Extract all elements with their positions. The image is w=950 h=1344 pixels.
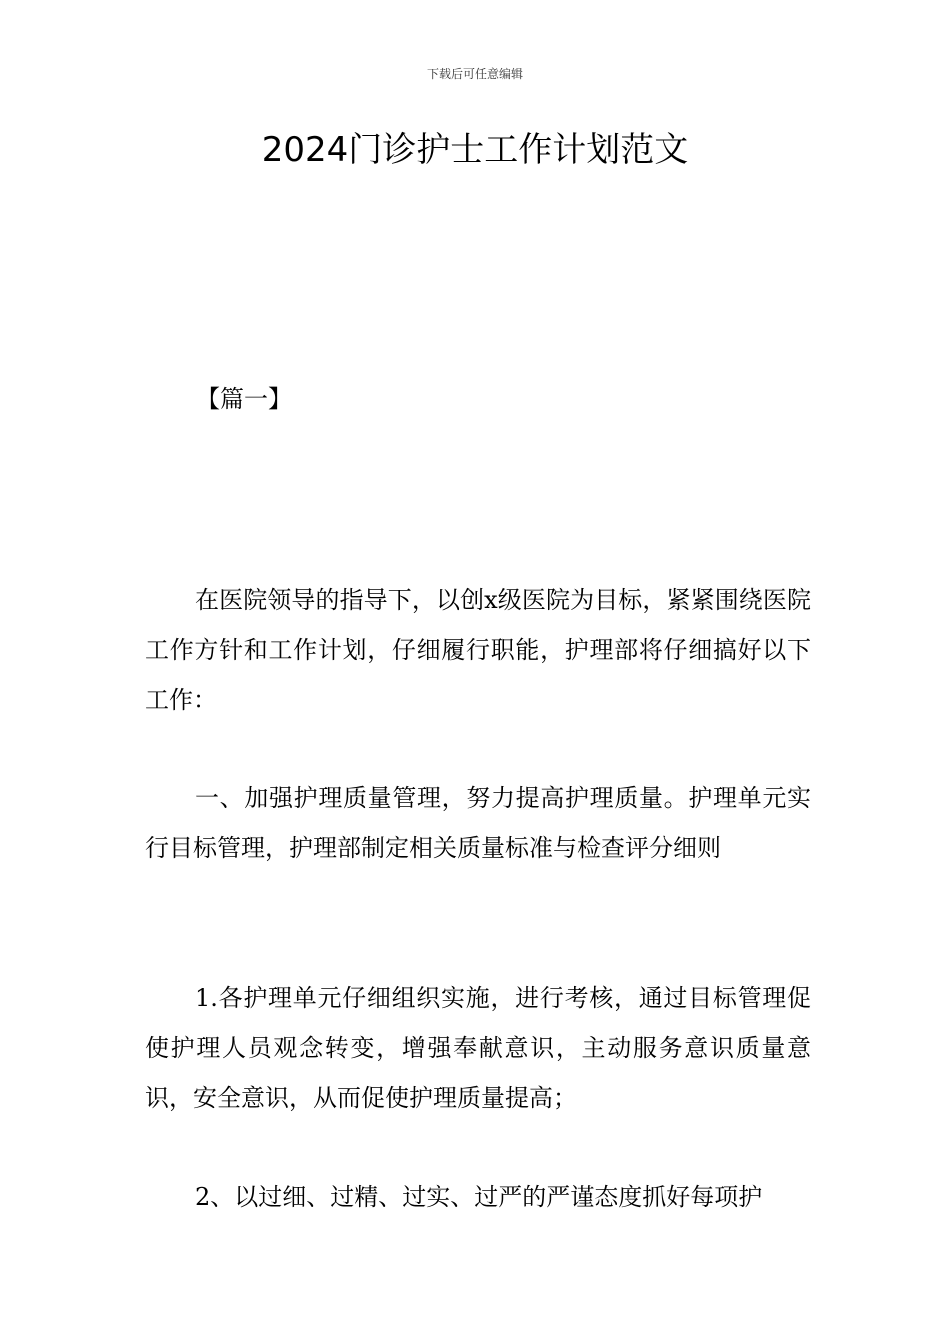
- section-label: 【篇一】: [196, 385, 292, 413]
- paragraph-item-1: 1.各护理单元仔细组织实施，进行考核，通过目标管理促使护理人员观念转变，增强奉献意识，主动服务意识质量意识，安全意识，从而促使护理质量提高；: [145, 984, 811, 1112]
- paragraph-item-2: 2、以过细、过精、过实、过严的严谨态度抓好每项护: [195, 1183, 763, 1211]
- paragraph-intro: 在医院领导的指导下，以创x级医院为目标，紧紧围绕医院工作方针和工作计划，仔细履行职能，护理部将仔细搞好以下工作：: [145, 586, 811, 714]
- header-note: 下载后可任意编辑: [426, 67, 523, 81]
- paragraph-quality-management: 一、加强护理质量管理，努力提高护理质量。护理单元实行目标管理，护理部制定相关质量标准与检查评分细则: [145, 784, 811, 862]
- document-title: 2024门诊护士工作计划范文: [261, 130, 689, 170]
